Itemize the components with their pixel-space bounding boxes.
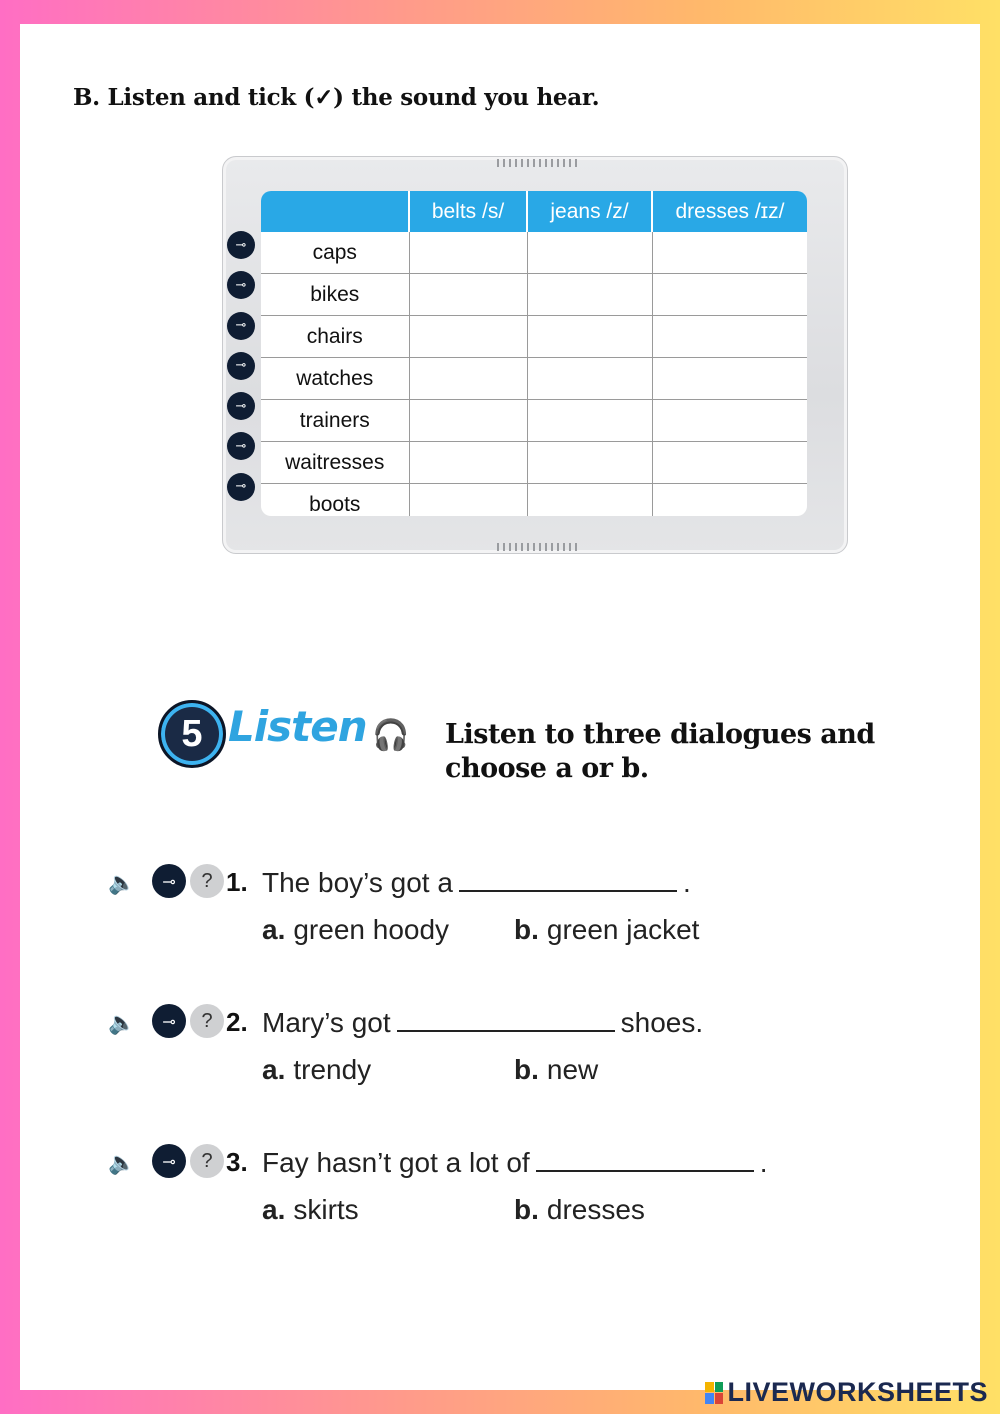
listen-label: Listen xyxy=(228,702,367,751)
key-icon[interactable]: ⊸ xyxy=(227,473,255,501)
answer-blank[interactable] xyxy=(459,866,677,892)
option-b[interactable]: b. new xyxy=(514,1054,599,1085)
speaker-icon[interactable]: 🔈 xyxy=(108,870,136,895)
key-icon[interactable]: ⊸ xyxy=(227,392,255,420)
tick-cell[interactable] xyxy=(527,358,652,400)
tick-cell[interactable] xyxy=(527,316,652,358)
table-row xyxy=(261,274,807,316)
key-icon[interactable]: ⊸ xyxy=(152,1144,186,1178)
tick-cell[interactable] xyxy=(409,358,527,400)
tick-cell[interactable] xyxy=(527,232,652,274)
column-header-iz: dresses /ɪz/ xyxy=(652,191,807,232)
column-header-s: belts /s/ xyxy=(409,191,527,232)
tick-cell[interactable] xyxy=(652,274,807,316)
answer-blank[interactable] xyxy=(536,1146,754,1172)
speaker-icon[interactable]: 🔈 xyxy=(108,1010,136,1035)
hint-icon[interactable]: ? xyxy=(190,1144,224,1178)
question-stem: The boy’s got a . xyxy=(262,867,691,898)
tick-cell[interactable] xyxy=(652,484,807,517)
question-number: 2. xyxy=(226,1007,248,1037)
word-cell: boots xyxy=(261,484,409,517)
key-icon[interactable]: ⊸ xyxy=(227,271,255,299)
answer-blank[interactable] xyxy=(397,1006,615,1032)
table-row xyxy=(261,484,807,517)
option-a[interactable]: a. skirts xyxy=(262,1194,359,1225)
key-icon[interactable]: ⊸ xyxy=(152,864,186,898)
liveworksheets-logo[interactable]: LIVEWORKSHEETS xyxy=(705,1377,988,1408)
tick-cell[interactable] xyxy=(409,274,527,316)
table-row xyxy=(261,358,807,400)
word-cell: chairs xyxy=(261,316,409,358)
key-icon[interactable]: ⊸ xyxy=(227,231,255,259)
tick-cell[interactable] xyxy=(652,232,807,274)
key-icon[interactable]: ⊸ xyxy=(227,352,255,380)
word-cell: caps xyxy=(261,232,409,274)
question-stem: Mary’s got shoes. xyxy=(262,1007,704,1038)
tick-cell[interactable] xyxy=(409,484,527,517)
key-icon[interactable]: ⊸ xyxy=(227,432,255,460)
tick-cell[interactable] xyxy=(409,442,527,484)
section-number-badge: 5 xyxy=(158,700,226,768)
sound-table xyxy=(261,191,807,516)
question-number: 1. xyxy=(226,867,248,897)
tick-cell[interactable] xyxy=(527,484,652,517)
question-number: 3. xyxy=(226,1147,248,1177)
table-row xyxy=(261,316,807,358)
hint-icon[interactable]: ? xyxy=(190,864,224,898)
question-stem: Fay hasn’t got a lot of . xyxy=(262,1147,768,1178)
speaker-icon[interactable]: 🔈 xyxy=(108,1150,136,1175)
question-2 xyxy=(108,1004,868,1094)
tick-cell[interactable] xyxy=(527,442,652,484)
logo-mark-icon xyxy=(705,1382,723,1404)
word-cell: bikes xyxy=(261,274,409,316)
word-cell: trainers xyxy=(261,400,409,442)
hint-icon[interactable]: ? xyxy=(190,1004,224,1038)
key-icon[interactable]: ⊸ xyxy=(227,312,255,340)
option-b[interactable]: b. dresses xyxy=(514,1194,645,1225)
tablet-screen xyxy=(261,191,807,516)
table-row xyxy=(261,442,807,484)
section-5-heading xyxy=(158,700,418,770)
answer-key-column xyxy=(227,231,259,513)
column-header-z: jeans /z/ xyxy=(527,191,652,232)
tick-cell[interactable] xyxy=(409,400,527,442)
tick-cell[interactable] xyxy=(409,316,527,358)
word-cell: waitresses xyxy=(261,442,409,484)
section-b-title: B. Listen and tick (✓) the sound you hear. xyxy=(73,84,600,111)
tick-cell[interactable] xyxy=(409,232,527,274)
tick-cell[interactable] xyxy=(527,274,652,316)
worksheet-page xyxy=(20,24,980,1390)
section-5-instruction: Listen to three dialogues and choose a or b. xyxy=(445,719,875,784)
tick-cell[interactable] xyxy=(652,316,807,358)
question-3 xyxy=(108,1144,868,1234)
table-row xyxy=(261,232,807,274)
option-a[interactable]: a. trendy xyxy=(262,1054,372,1085)
question-1 xyxy=(108,864,868,954)
headphones-icon: 🎧 xyxy=(372,719,410,752)
tablet-grip-top xyxy=(497,159,577,167)
tick-cell[interactable] xyxy=(652,400,807,442)
tablet-frame xyxy=(222,156,848,554)
option-a[interactable]: a. green hoody xyxy=(262,914,450,945)
key-icon[interactable]: ⊸ xyxy=(152,1004,186,1038)
column-header-blank xyxy=(261,191,409,232)
table-row xyxy=(261,400,807,442)
tick-cell[interactable] xyxy=(652,442,807,484)
word-cell: watches xyxy=(261,358,409,400)
tablet-grip-bottom xyxy=(497,543,577,551)
option-b[interactable]: b. green jacket xyxy=(514,914,700,945)
tick-cell[interactable] xyxy=(527,400,652,442)
tick-cell[interactable] xyxy=(652,358,807,400)
